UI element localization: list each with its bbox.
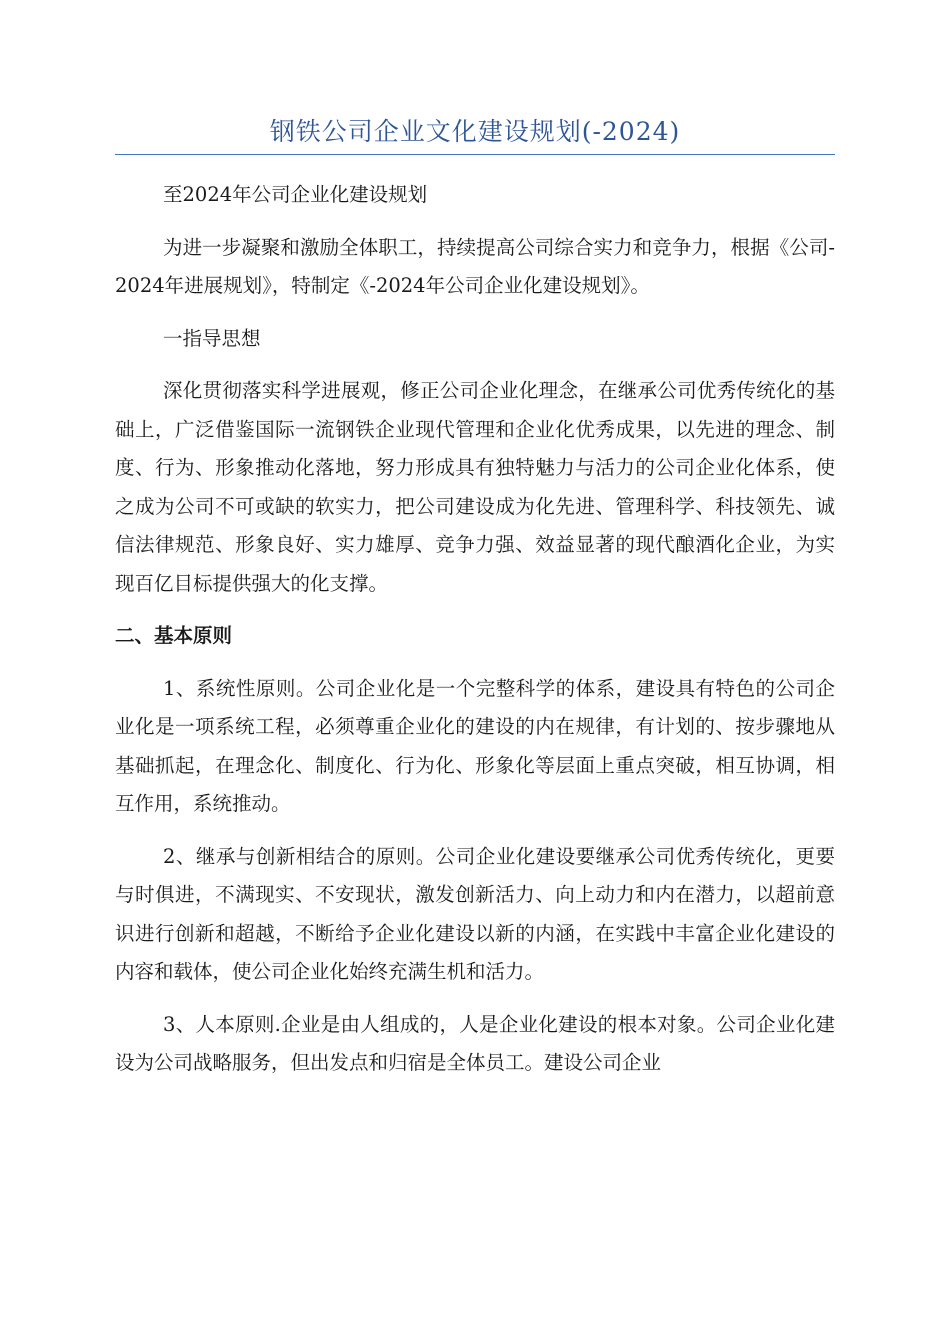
section-heading-guiding-thought: 一指导思想	[163, 326, 261, 350]
paragraph-principle-1: 1、系统性原则。公司企业化是一个完整科学的体系，建设具有特色的公司企业化是一项系统工程，必须尊重企业化的建设的内在规律，有计划的、按步骤地从基础抓起，在理念化、制度化、行为化、形象化等层面上重点突破，相互协调，相互作用，系统推动。	[115, 676, 835, 815]
document-title: 钢铁公司企业文化建设规划(-2024)	[269, 117, 681, 146]
paragraph-subtitle: 至2024年公司企业化建设规划	[163, 183, 428, 206]
document-body	[115, 176, 835, 1097]
paragraph-principle-2: 2、继承与创新相结合的原则。公司企业化建设要继承公司优秀传统化，更要与时俱进，不满现实、不安现状，激发创新活力、向上动力和内在潜力，以超前意识进行创新和超越，不断给予企业化建设以新的内涵，在实践中丰富企业化建设的内容和载体，使公司企业化始终充满生机和活力。	[115, 844, 835, 983]
paragraph-guiding-thought: 深化贯彻落实科学进展观，修正公司企业化理念，在继承公司优秀传统化的基础上，广泛借鉴国际一流钢铁企业现代管理和企业化优秀成果，以先进的理念、制度、行为、形象推动化落地，努力形成具有独特魅力与活力的公司企业化体系，使之成为公司不可或缺的软实力，把公司建设成为化先进、管理科学、科技领先、诚信法律规范、形象良好、实力雄厚、竞争力强、效益显著的现代酿酒化企业，为实现百亿目标提供强大的化支撑。	[115, 379, 835, 595]
paragraph-principle-3: 3、人本原则.企业是由人组成的，人是企业化建设的根本对象。公司企业化建设为公司战略服务，但出发点和归宿是全体员工。建设公司企业	[115, 1012, 835, 1074]
section-heading-basic-principles: 二、基本原则	[115, 624, 233, 647]
paragraph-intro: 为进一步凝聚和激励全体职工，持续提高公司综合实力和竞争力，根据《公司-2024年进展规划》，特制定《-2024年公司企业化建设规划》。	[115, 235, 835, 297]
title-underline	[115, 154, 835, 155]
